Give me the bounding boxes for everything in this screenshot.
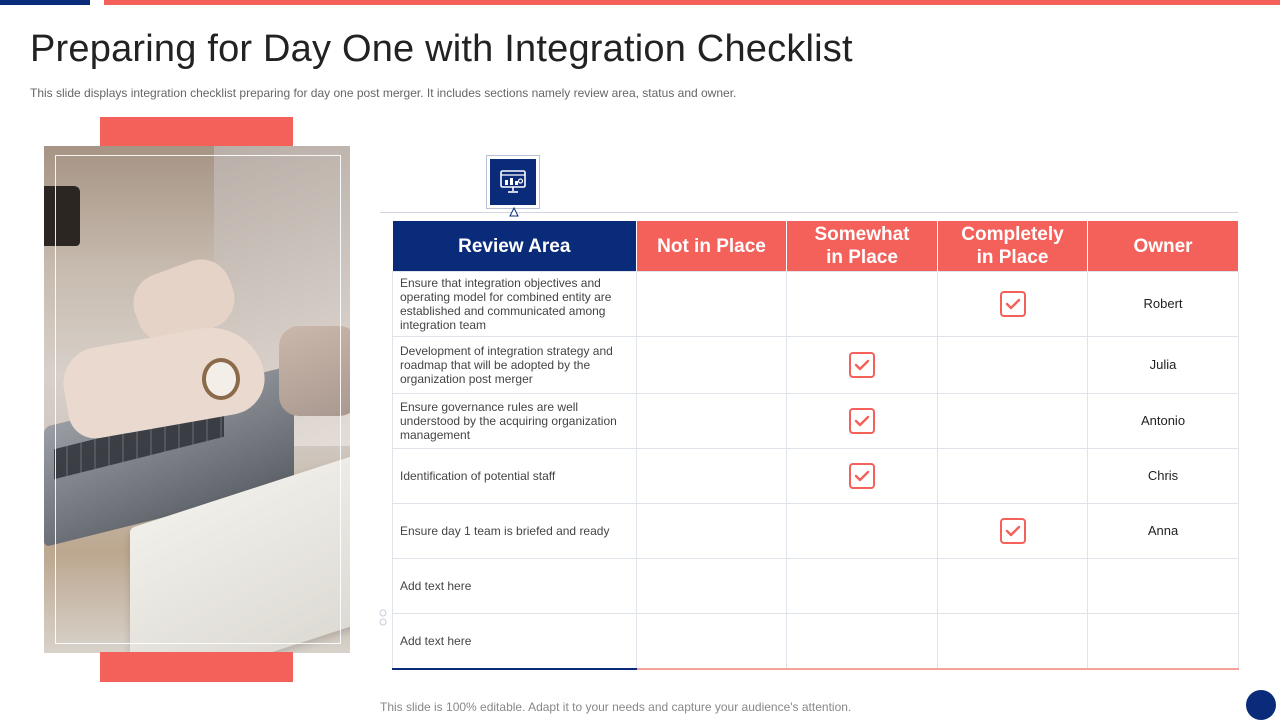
completely-in-place-cell	[938, 559, 1088, 614]
review-area-cell: Add text here	[393, 559, 637, 614]
slide-title: Preparing for Day One with Integration Checklist	[30, 28, 853, 70]
table-row	[393, 394, 1239, 449]
header-somewhat-line1: Somewhat	[814, 224, 910, 245]
integration-checklist-table	[392, 221, 1239, 670]
completely-in-place-cell	[938, 614, 1088, 669]
table-row	[393, 614, 1239, 669]
somewhat-in-place-cell	[787, 272, 938, 337]
table-row	[393, 504, 1239, 559]
somewhat-in-place-cell	[787, 614, 938, 669]
header-somewhat-line2: in Place	[826, 247, 898, 268]
header-completely-line2: in Place	[976, 247, 1049, 268]
table-row	[393, 337, 1239, 394]
slide-footer-note: This slide is 100% editable. Adapt it to your needs and capture your audience's attention.	[380, 700, 852, 714]
table-row	[393, 272, 1239, 337]
header-not-in-place: Not in Place	[637, 221, 787, 272]
somewhat-in-place-cell	[787, 559, 938, 614]
owner-cell: Antonio	[1088, 394, 1239, 449]
top-accent-bar-navy	[0, 0, 90, 5]
header-somewhat-in-place	[787, 221, 938, 272]
header-owner: Owner	[1088, 221, 1239, 272]
header-completely-in-place	[938, 221, 1088, 272]
photo-frame	[55, 155, 341, 644]
table-row	[393, 449, 1239, 504]
resize-handle-icon	[379, 608, 387, 628]
slide-subtitle: This slide displays integration checklist preparing for day one post merger. It includes sections namely review area, status and owner.	[30, 86, 737, 100]
photo-accent-top	[100, 117, 293, 147]
review-area-cell: Ensure day 1 team is briefed and ready	[393, 504, 637, 559]
not-in-place-cell	[637, 272, 787, 337]
review-area-cell: Ensure that integration objectives and operating model for combined entity are established and communicated among integration team	[393, 272, 637, 337]
review-area-cell: Ensure governance rules are well understood by the acquiring organization management	[393, 394, 637, 449]
not-in-place-cell	[637, 504, 787, 559]
owner-cell	[1088, 614, 1239, 669]
review-area-cell: Identification of potential staff	[393, 449, 637, 504]
not-in-place-cell	[637, 449, 787, 504]
not-in-place-cell	[637, 337, 787, 394]
completely-in-place-cell	[938, 337, 1088, 394]
somewhat-in-place-cell	[787, 394, 938, 449]
completely-in-place-cell	[938, 272, 1088, 337]
pointer-triangle-icon	[509, 207, 519, 217]
owner-cell: Anna	[1088, 504, 1239, 559]
checkbox-checked-icon	[849, 352, 875, 378]
completely-in-place-cell	[938, 394, 1088, 449]
owner-cell: Robert	[1088, 272, 1239, 337]
corner-accent-circle	[1246, 690, 1276, 720]
not-in-place-cell	[637, 394, 787, 449]
table-row	[393, 559, 1239, 614]
checkbox-checked-icon	[1000, 291, 1026, 317]
not-in-place-cell	[637, 614, 787, 669]
review-area-cell: Add text here	[393, 614, 637, 669]
checkbox-checked-icon	[849, 463, 875, 489]
header-icon-box	[486, 155, 540, 209]
completely-in-place-cell	[938, 449, 1088, 504]
not-in-place-cell	[637, 559, 787, 614]
header-review-area: Review Area	[393, 221, 637, 272]
checkbox-checked-icon	[1000, 518, 1026, 544]
table-header-row	[393, 221, 1239, 272]
somewhat-in-place-cell	[787, 504, 938, 559]
somewhat-in-place-cell	[787, 449, 938, 504]
checkbox-checked-icon	[849, 408, 875, 434]
somewhat-in-place-cell	[787, 337, 938, 394]
top-accent-bar-coral	[104, 0, 1280, 5]
owner-cell: Chris	[1088, 449, 1239, 504]
owner-cell	[1088, 559, 1239, 614]
office-photo	[44, 146, 350, 653]
completely-in-place-cell	[938, 504, 1088, 559]
review-area-cell: Development of integration strategy and roadmap that will be adopted by the organization post merger	[393, 337, 637, 394]
photo-accent-bottom	[100, 652, 293, 682]
header-completely-line1: Completely	[961, 224, 1064, 245]
monitor-chart-icon	[499, 169, 527, 195]
owner-cell: Julia	[1088, 337, 1239, 394]
